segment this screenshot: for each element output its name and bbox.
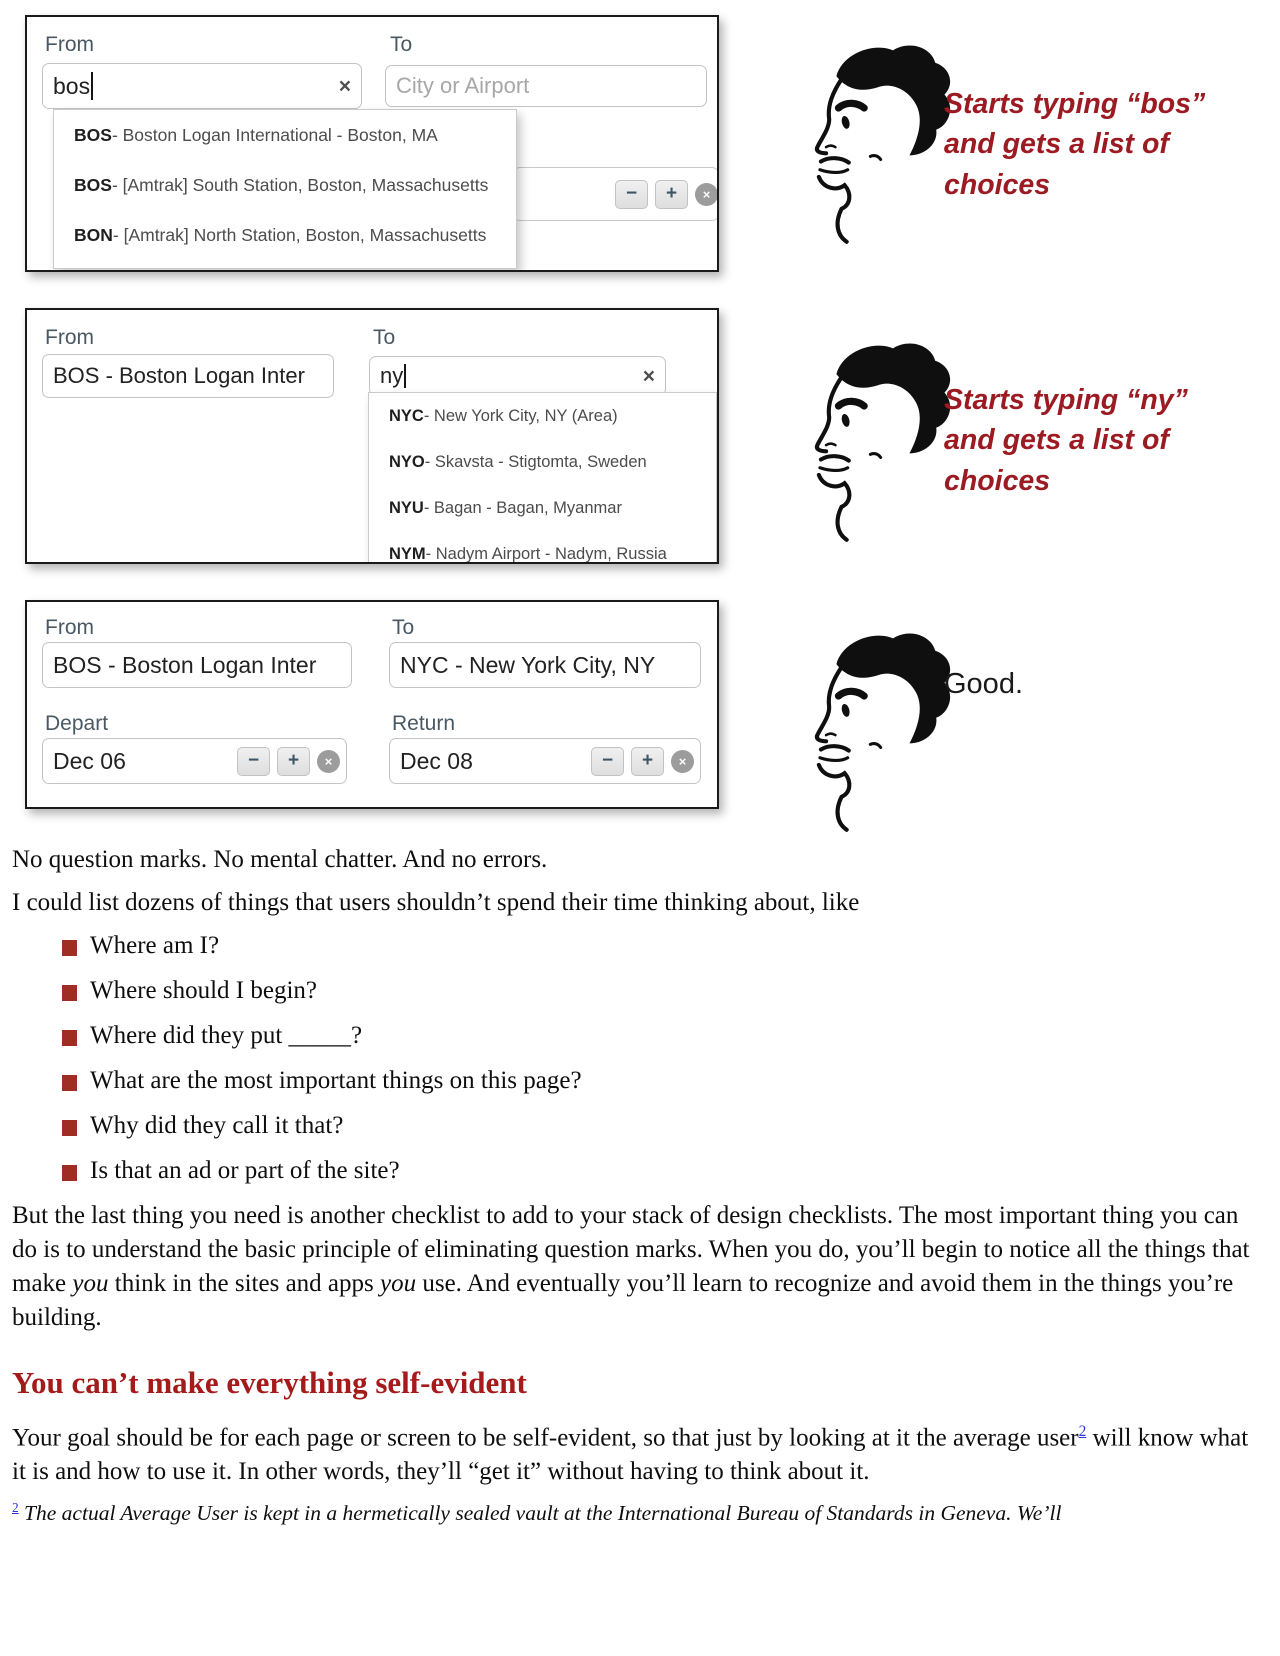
minus-button[interactable]: − (591, 747, 624, 776)
from-input-value: BOS - Boston Logan Inter (53, 651, 317, 678)
annotation-text (944, 380, 1188, 501)
section-heading: You can’t make everything self-evident (12, 1365, 527, 1400)
suggestion-item[interactable] (54, 210, 516, 260)
bullet-square-icon (62, 1165, 77, 1181)
from-input-value: BOS - Boston Logan Inter (53, 363, 305, 388)
airport-description: - Boston Logan International - Boston, MA (111, 124, 438, 145)
airport-code: BON (74, 224, 113, 245)
annotation-line: and gets a list of (944, 424, 1169, 457)
paragraph-text: use. And eventually you’ll learn to recognize and avoid them in the things you’re building. (12, 1270, 1234, 1331)
bullet-text: Where should I begin? (90, 977, 318, 1004)
to-label: To (373, 326, 396, 349)
airport-description: - [Amtrak] South Station, Boston, Massachusetts (111, 174, 489, 195)
bullet-square-icon (62, 985, 77, 1001)
bullet-text: Where am I? (90, 932, 220, 959)
date-field-fragment (513, 167, 719, 221)
annotation-line: choices (944, 464, 1051, 497)
annotation-text (944, 84, 1205, 205)
paragraph-text: But the last thing you need is another checklist to add to your stack of design checklists. The most important thing you can do is to understand the basic principle of eliminating question marks. When you do, you’ll begin to notice all the things that make (12, 1202, 1250, 1297)
emphasized-word: you (380, 1270, 417, 1297)
clear-input-icon[interactable]: × (338, 74, 351, 98)
paragraph-text: Your goal should be for each page or screen to be self-evident, so that just by looking at it the average user (12, 1424, 1079, 1452)
paragraph (12, 1199, 1264, 1335)
thinking-face-illustration (788, 626, 963, 842)
to-input[interactable] (369, 356, 666, 396)
footnote-text: The actual Average User is kept in a hermetically sealed vault at the International Bureau of Standards in Geneva. We’ll (18, 1501, 1062, 1526)
paragraph-text: will know what it is and how to use it. In other words, they’ll “get it” without having to think about it. (12, 1424, 1249, 1486)
airport-code: NYU (389, 498, 424, 517)
clear-input-icon[interactable]: × (642, 364, 655, 388)
minus-button[interactable]: − (237, 747, 270, 776)
bullet-item (62, 1109, 1264, 1143)
airport-code: BOS (74, 174, 112, 195)
thinking-face-illustration (788, 336, 963, 552)
suggestion-item[interactable] (369, 439, 716, 485)
clear-date-icon[interactable]: × (317, 750, 340, 773)
from-input[interactable] (42, 63, 362, 109)
bullet-square-icon (62, 1030, 77, 1046)
annotation-line: Starts typing “bos” (944, 88, 1206, 120)
from-label: From (45, 616, 94, 639)
to-input[interactable] (389, 642, 701, 688)
bullet-text: Is that an ad or part of the site? (90, 1157, 400, 1184)
bullet-text: Where did they put _____? (90, 1022, 363, 1049)
bullet-item (62, 1019, 1264, 1053)
paragraph: No question marks. No mental chatter. And no errors. (12, 846, 548, 873)
flight-form-screenshot-1 (25, 15, 719, 272)
depart-input-value: Dec 06 (53, 747, 126, 774)
bullet-text: Why did they call it that? (90, 1112, 344, 1139)
to-label: To (390, 33, 413, 56)
flight-form-screenshot-2 (25, 308, 719, 564)
bullet-text: What are the most important things on this page? (90, 1067, 582, 1094)
flight-form-screenshot-3 (25, 600, 719, 809)
minus-button[interactable]: − (615, 180, 648, 209)
good-caption: Good. (944, 668, 1023, 700)
suggestion-item[interactable] (369, 393, 716, 439)
paragraph-text: think in the sites and apps (108, 1270, 380, 1297)
emphasized-word: you (72, 1270, 109, 1297)
clear-date-icon[interactable]: × (695, 183, 718, 206)
airport-code: NYC (389, 406, 424, 425)
bullet-item (62, 1064, 1264, 1098)
suggestion-item[interactable] (54, 110, 516, 160)
bullet-square-icon (62, 940, 77, 956)
from-input-value: bos (53, 72, 91, 99)
airport-code: NYO (389, 452, 425, 471)
airport-description: - Skavsta - Stigtomta, Sweden (424, 452, 647, 471)
from-input[interactable] (42, 642, 352, 688)
from-label: From (45, 33, 94, 56)
airport-description: - New York City, NY (Area) (423, 406, 618, 425)
annotation-line: Starts typing “ny” (944, 384, 1188, 416)
bullet-square-icon (62, 1075, 77, 1091)
plus-button[interactable]: + (631, 747, 664, 776)
paragraph: I could list dozens of things that users shouldn’t spend their time thinking about, like (12, 889, 860, 916)
from-label: From (45, 326, 94, 349)
footnote-ref-link[interactable]: 2 (1078, 1423, 1087, 1441)
depart-input[interactable] (42, 738, 347, 784)
text-caret (404, 364, 406, 388)
return-input-value: Dec 08 (400, 747, 473, 774)
to-input[interactable] (385, 65, 707, 107)
to-input-value: ny (380, 363, 404, 388)
airport-code: NYM (389, 544, 426, 563)
plus-button[interactable]: + (655, 180, 688, 209)
body-text (0, 843, 1280, 1538)
bullet-item (62, 974, 1264, 1008)
autocomplete-dropdown (53, 109, 517, 269)
annotation-line: choices (944, 168, 1051, 201)
airport-description: - Bagan - Bagan, Myanmar (423, 498, 622, 517)
to-input-value: NYC - New York City, NY (400, 651, 656, 678)
to-label: To (392, 616, 415, 639)
footnote-number-link[interactable]: 2 (12, 1500, 19, 1516)
clear-date-icon[interactable]: × (671, 750, 694, 773)
suggestion-item-clipped[interactable] (369, 531, 716, 564)
airport-description: - [Amtrak] North Station, Boston, Massachusetts (112, 224, 487, 245)
airport-code: BOS (74, 124, 112, 145)
from-input[interactable] (42, 354, 334, 398)
plus-button[interactable]: + (277, 747, 310, 776)
text-caret (91, 72, 93, 100)
suggestion-item[interactable] (54, 160, 516, 210)
depart-label: Depart (45, 712, 109, 735)
to-input-placeholder: City or Airport (396, 73, 530, 98)
thinking-face-illustration (788, 38, 963, 254)
bullet-item (62, 1154, 1264, 1188)
return-label: Return (392, 712, 456, 735)
return-input[interactable] (389, 738, 701, 784)
paragraph (12, 1421, 1264, 1489)
footnote (12, 1498, 1264, 1528)
airport-description: - Nadym Airport - Nadym, Russia (425, 544, 667, 563)
bullet-square-icon (62, 1120, 77, 1136)
annotation-line: and gets a list of (944, 128, 1169, 161)
bullet-item (62, 929, 1264, 963)
autocomplete-dropdown (368, 392, 717, 564)
suggestion-item[interactable] (369, 485, 716, 531)
